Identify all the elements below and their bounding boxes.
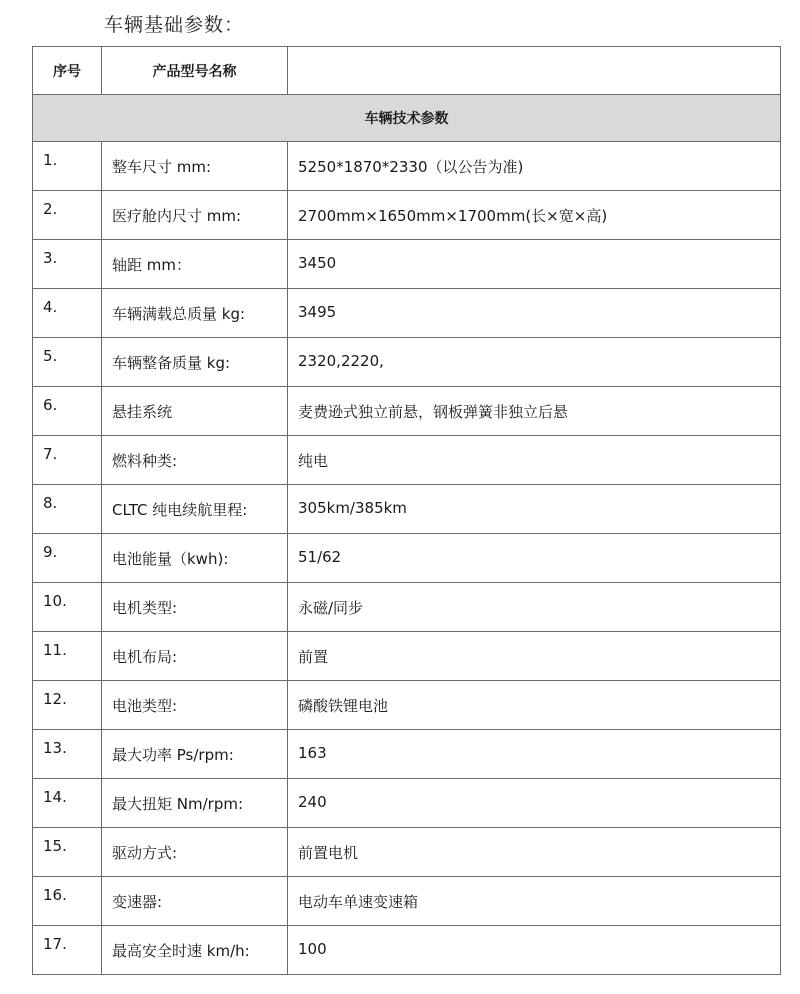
row-value: 163	[288, 730, 781, 779]
row-number: 7.	[33, 436, 102, 485]
row-label: CLTC 纯电续航里程:	[102, 485, 288, 534]
row-value: 3495	[288, 289, 781, 338]
section-title: 车辆技术参数	[33, 95, 781, 142]
row-value: 磷酸铁锂电池	[288, 681, 781, 730]
table-row	[33, 191, 781, 240]
row-number: 3.	[33, 240, 102, 289]
table-row	[33, 828, 781, 877]
row-number: 2.	[33, 191, 102, 240]
row-label: 轴距 mm：	[102, 240, 288, 289]
spec-table-body	[33, 47, 781, 975]
table-row	[33, 387, 781, 436]
table-row	[33, 583, 781, 632]
row-value: 电动车单速变速箱	[288, 877, 781, 926]
row-number: 5.	[33, 338, 102, 387]
table-row	[33, 142, 781, 191]
row-value: 2700mm×1650mm×1700mm(长×宽×高)	[288, 191, 781, 240]
row-label: 驱动方式:	[102, 828, 288, 877]
row-label: 燃料种类:	[102, 436, 288, 485]
header-value	[288, 47, 781, 95]
row-label: 电机布局:	[102, 632, 288, 681]
row-label: 最高安全时速 km/h:	[102, 926, 288, 975]
row-number: 9.	[33, 534, 102, 583]
table-row	[33, 534, 781, 583]
spec-table	[32, 46, 781, 975]
section-row	[33, 95, 781, 142]
row-number: 16.	[33, 877, 102, 926]
table-row	[33, 436, 781, 485]
row-number: 1.	[33, 142, 102, 191]
row-value: 永磁/同步	[288, 583, 781, 632]
table-row	[33, 632, 781, 681]
row-label: 整车尺寸 mm:	[102, 142, 288, 191]
row-value: 纯电	[288, 436, 781, 485]
row-value: 305km/385km	[288, 485, 781, 534]
table-header-row	[33, 47, 781, 95]
row-number: 8.	[33, 485, 102, 534]
row-number: 17.	[33, 926, 102, 975]
row-value: 100	[288, 926, 781, 975]
row-number: 13.	[33, 730, 102, 779]
table-row	[33, 289, 781, 338]
row-value: 5250*1870*2330（以公告为准)	[288, 142, 781, 191]
document-title: 车辆基础参数：	[104, 14, 245, 36]
table-row	[33, 338, 781, 387]
row-label: 车辆满载总质量 kg:	[102, 289, 288, 338]
row-label: 悬挂系统	[102, 387, 288, 436]
row-label: 医疗舱内尺寸 mm:	[102, 191, 288, 240]
row-number: 12.	[33, 681, 102, 730]
row-value: 前置电机	[288, 828, 781, 877]
table-row	[33, 681, 781, 730]
row-label: 车辆整备质量 kg:	[102, 338, 288, 387]
row-label: 电池类型:	[102, 681, 288, 730]
row-value: 51/62	[288, 534, 781, 583]
header-no: 序号	[33, 47, 102, 95]
table-row	[33, 240, 781, 289]
row-value: 前置	[288, 632, 781, 681]
row-label: 最大功率 Ps/rpm:	[102, 730, 288, 779]
table-row	[33, 485, 781, 534]
header-product-name: 产品型号名称	[102, 47, 288, 95]
row-value: 240	[288, 779, 781, 828]
row-label: 最大扭矩 Nm/rpm:	[102, 779, 288, 828]
row-number: 4.	[33, 289, 102, 338]
row-number: 10.	[33, 583, 102, 632]
table-row	[33, 779, 781, 828]
row-value: 麦费逊式独立前悬，钢板弹簧非独立后悬	[288, 387, 781, 436]
row-number: 15.	[33, 828, 102, 877]
row-label: 电池能量（kwh):	[102, 534, 288, 583]
table-row	[33, 926, 781, 975]
row-label: 变速器:	[102, 877, 288, 926]
row-number: 6.	[33, 387, 102, 436]
table-row	[33, 877, 781, 926]
row-value: 3450	[288, 240, 781, 289]
row-number: 14.	[33, 779, 102, 828]
table-row	[33, 730, 781, 779]
row-label: 电机类型:	[102, 583, 288, 632]
row-value: 2320,2220,	[288, 338, 781, 387]
row-number: 11.	[33, 632, 102, 681]
